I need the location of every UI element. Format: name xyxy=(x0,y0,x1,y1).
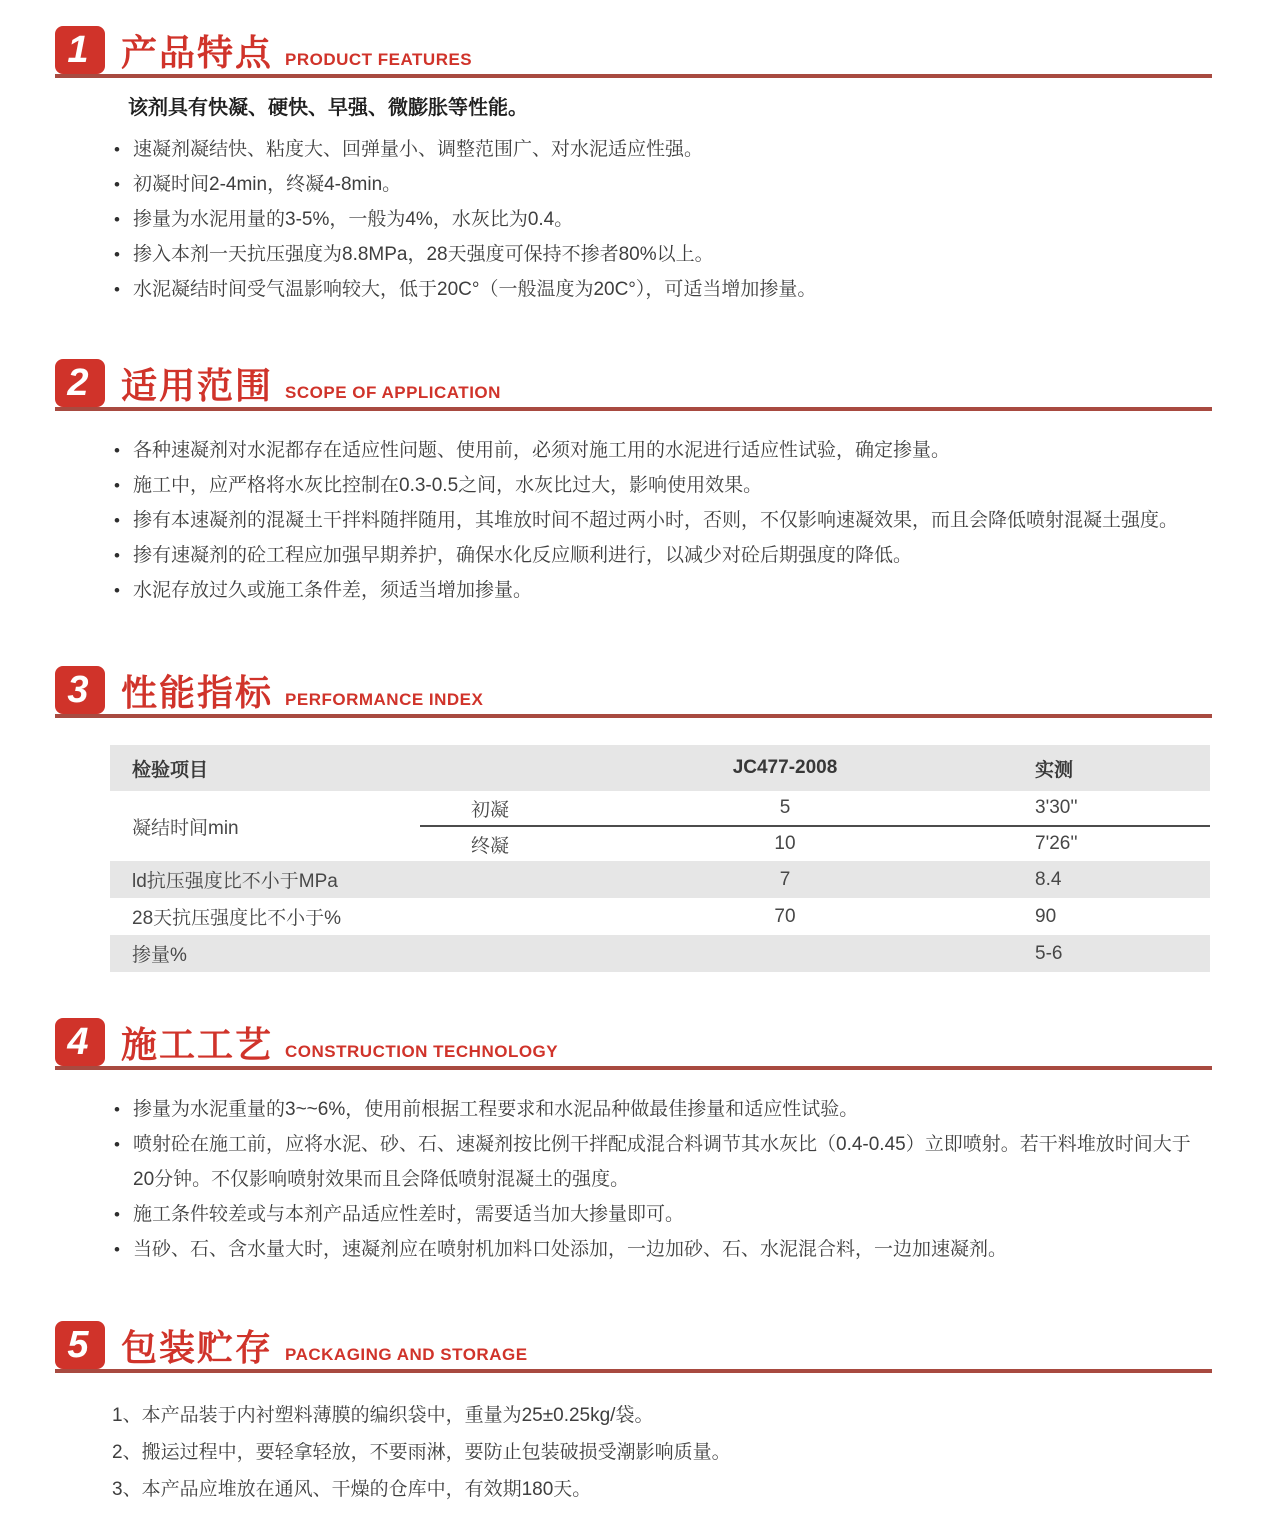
section-header xyxy=(55,1321,1212,1373)
cell-measured: 90 xyxy=(1035,905,1057,927)
bullet-item: • 施工中，应严格将水灰比控制在0.3-0.5之间，水灰比过大，影响使用效果。 xyxy=(112,468,1210,503)
bullet-item: • 初凝时间2-4min，终凝4-8min。 xyxy=(112,167,1210,202)
section-title: 性能指标 xyxy=(121,672,274,713)
bullet-item: • 各种速凝剂对水泥都存在适应性问题、使用前，必须对施工用的水泥进行适应性试验，确定掺量。 xyxy=(112,433,1210,468)
section-number-badge xyxy=(55,26,105,74)
cell-measured: 8.4 xyxy=(1035,868,1062,890)
cell-measured: 7'26'' xyxy=(1035,833,1078,854)
section-construction-technology xyxy=(0,1018,1280,1267)
section-header xyxy=(55,359,1212,411)
bullet-item: • 速凝剂凝结快、粘度大、回弹量小、调整范围广、对水泥适应性强。 xyxy=(112,132,1210,167)
table-row-setting-time xyxy=(110,791,1210,861)
bullet-item: • 水泥凝结时间受气温影响较大，低于20C°（一般温度为20C°），可适当增加掺量。 xyxy=(112,272,1210,307)
performance-table xyxy=(110,745,1210,972)
storage-item: 1、本产品装于内衬塑料薄膜的编织袋中，重量为25±0.25kg/袋。 xyxy=(112,1405,654,1426)
section-title: 施工工艺 xyxy=(121,1024,274,1065)
setting-sub-row-initial xyxy=(420,791,1210,825)
bullet-list xyxy=(112,1092,1210,1267)
intro-line: 该剂具有快凝、硬快、早强、微膨胀等性能。 xyxy=(128,97,528,119)
bullet-item: • 施工条件较差或与本剂产品适应性差时，需要适当加大掺量即可。 xyxy=(112,1197,1210,1232)
section-subtitle-en: PACKAGING AND STORAGE xyxy=(285,1345,528,1364)
table-header-row xyxy=(110,745,1210,791)
section-header xyxy=(55,666,1212,718)
page xyxy=(0,26,1280,1540)
section-subtitle-en: PRODUCT FEATURES xyxy=(285,50,473,69)
table-row xyxy=(110,935,1210,972)
bullet-list xyxy=(112,132,1210,307)
section-performance-index xyxy=(0,666,1280,972)
bullet-item: • 掺入本剂一天抗压强度为8.8MPa，28天强度可保持不掺者80%以上。 xyxy=(112,237,1210,272)
table-row xyxy=(110,898,1210,935)
bullet-item: • 喷射砼在施工前，应将水泥、砂、石、速凝剂按比例干拌配成混合料调节其水灰比（0.4-0.45）立即喷射。若干料堆放时间大于20分钟。不仅影响喷射效果而且会降低喷射混凝土的强度。 xyxy=(112,1127,1210,1197)
cell-measured: 3'30'' xyxy=(1035,797,1078,818)
section-number-badge xyxy=(55,359,105,407)
section-scope-of-application xyxy=(0,359,1280,608)
cell-item: 凝结时间min xyxy=(132,817,239,839)
bullet-item: • 当砂、石、含水量大时，速凝剂应在喷射机加料口处添加，一边加砂、石、水泥混合料，一边加速凝剂。 xyxy=(112,1232,1210,1267)
setting-sub-row-final xyxy=(420,827,1210,861)
cell-sub-label: 初凝 xyxy=(470,799,509,821)
section-header xyxy=(55,26,1212,78)
bullet-item: • 掺有本速凝剂的混凝土干拌料随拌随用，其堆放时间不超过两小时，否则，不仅影响速凝效果，而且会降低喷射混凝土强度。 xyxy=(112,503,1210,538)
section-title: 包装贮存 xyxy=(121,1327,274,1368)
cell-measured: 5-6 xyxy=(1035,942,1063,964)
section-subtitle-en: PERFORMANCE INDEX xyxy=(285,690,484,709)
section-subtitle-en: CONSTRUCTION TECHNOLOGY xyxy=(285,1042,559,1061)
cell-item: 28天抗压强度比不小于% xyxy=(132,908,342,929)
section-product-features xyxy=(0,26,1280,307)
cell-standard: 10 xyxy=(774,833,796,854)
bullet-list xyxy=(112,433,1210,608)
section-number: 1 xyxy=(67,29,89,71)
section-number: 5 xyxy=(67,1324,89,1366)
section-number: 3 xyxy=(67,669,89,711)
setting-sub-block xyxy=(420,791,1210,861)
section-number-badge xyxy=(55,1321,105,1369)
section-packaging-and-storage xyxy=(0,1321,1280,1508)
header-cell-standard: JC477-2008 xyxy=(732,757,838,778)
cell-item: 掺量% xyxy=(132,945,187,966)
bullet-item: • 掺量为水泥用量的3-5%，一般为4%，水灰比为0.4。 xyxy=(112,202,1210,237)
header-cell-measured: 实测 xyxy=(1035,759,1074,781)
section-number-badge xyxy=(55,1018,105,1066)
bullet-item: • 掺有速凝剂的砼工程应加强早期养护，确保水化反应顺利进行，以减少对砼后期强度的降低。 xyxy=(112,538,1210,573)
bullet-item: • 掺量为水泥重量的3~~6%，使用前根据工程要求和水泥品种做最佳掺量和适应性试验。 xyxy=(112,1092,1210,1127)
section-title: 产品特点 xyxy=(121,32,274,73)
section-number: 2 xyxy=(67,362,89,404)
section-number: 4 xyxy=(67,1021,89,1063)
cell-standard: 5 xyxy=(779,797,791,818)
header-cell-item: 检验项目 xyxy=(132,759,209,781)
storage-item: 2、搬运过程中，要轻拿轻放，不要雨淋，要防止包装破损受潮影响质量。 xyxy=(112,1442,731,1463)
cell-sub-label: 终凝 xyxy=(470,835,509,857)
section-header xyxy=(55,1018,1212,1070)
storage-item: 3、本产品应堆放在通风、干燥的仓库中，有效期180天。 xyxy=(112,1479,592,1500)
section-title: 适用范围 xyxy=(121,365,274,406)
cell-standard: 70 xyxy=(774,905,796,927)
table-row xyxy=(110,861,1210,898)
cell-standard: 7 xyxy=(779,868,791,890)
bullet-item: • 水泥存放过久或施工条件差，须适当增加掺量。 xyxy=(112,573,1210,608)
storage-list xyxy=(112,1397,1210,1508)
section-subtitle-en: SCOPE OF APPLICATION xyxy=(285,383,501,402)
cell-item: ld抗压强度比不小于MPa xyxy=(132,871,338,892)
section-number-badge xyxy=(55,666,105,714)
